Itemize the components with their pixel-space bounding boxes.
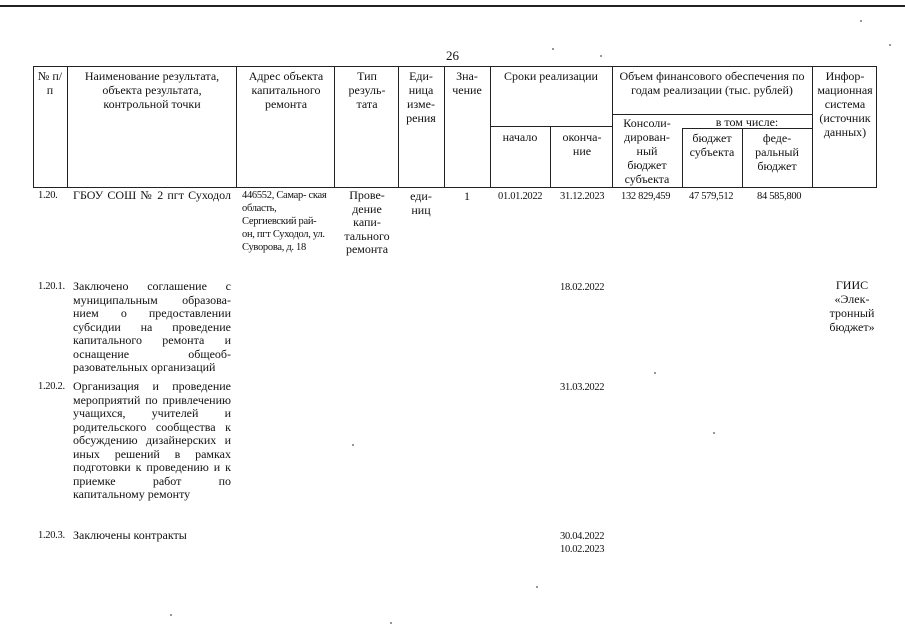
header-incl: в том числе: <box>715 115 779 129</box>
row-address: 446552, Самар- ская область, Сергиевский рай- он, пгт Суходол, ул. Суворова, д. 18 <box>242 190 327 253</box>
row-info: ГИИС «Элек- тронный бюджет» <box>829 278 875 334</box>
row-end: 31.12.2023 <box>560 191 605 202</box>
header-start: начало <box>502 130 538 144</box>
page-number: 26 <box>446 48 459 63</box>
row-start: 01.01.2022 <box>498 191 543 202</box>
header-end: оконча- ние <box>562 130 602 158</box>
row-consolidated: 132 829,459 <box>621 191 671 202</box>
row-name: Заключено соглашение с муниципальным образова- нием о предоставлении субсидии на проведение капитального ремонта и оснащение общеоб- разовательных организаций <box>73 279 231 374</box>
header-name: Наименование результата, объекта результата, контрольной точки <box>84 69 220 111</box>
header-federal-budget: феде- ральный бюджет <box>755 131 799 173</box>
top-border-line <box>0 5 905 7</box>
header-info: Инфор- мационная система (источник данных) <box>817 69 873 139</box>
row-end: 31.03.2022 <box>560 382 605 393</box>
row-num: 1.20.2. <box>38 381 65 392</box>
header-subject-budget: бюджет субъекта <box>689 131 735 159</box>
header-unit: Еди- ница изме- рения <box>406 69 436 125</box>
row-num: 1.20.3. <box>38 530 65 541</box>
row-num: 1.20. <box>38 190 58 201</box>
row-federal-budget: 84 585,800 <box>757 191 802 202</box>
row-type: Прове- дение капи- тального ремонта <box>344 188 390 256</box>
header-consolidated: Консоли- дирован- ный бюджет субъекта <box>623 116 671 186</box>
row-value: 1 <box>464 189 470 203</box>
header-value: Зна- чение <box>452 69 482 97</box>
row-name: Заключены контракты <box>73 528 187 542</box>
header-num: № п/п <box>37 69 63 97</box>
header-finance: Объем финансового обеспечения по годам реализации (тыс. рублей) <box>619 69 805 97</box>
row-unit: еди- ниц <box>410 189 432 217</box>
row-subject-budget: 47 579,512 <box>689 191 734 202</box>
row-name: Организация и проведение мероприятий по привлечению учащихся, учителей и родительского сообщества к обсуждению дизайнерских и иных решений в рамках подготовки к проведению и к приемке работ по капитальному ремонту <box>73 379 231 501</box>
header-type: Тип резуль- тата <box>348 69 386 111</box>
header-terms: Сроки реализации <box>504 69 598 83</box>
header-address: Адрес объекта капитального ремонта <box>248 69 324 111</box>
row-num: 1.20.1. <box>38 281 65 292</box>
row-end: 30.04.2022 <box>560 531 605 542</box>
row-end: 18.02.2022 <box>560 282 605 293</box>
row-name: ГБОУ СОШ № 2 пгт Суходол <box>73 188 231 202</box>
row-end-secondary: 10.02.2023 <box>560 544 605 555</box>
